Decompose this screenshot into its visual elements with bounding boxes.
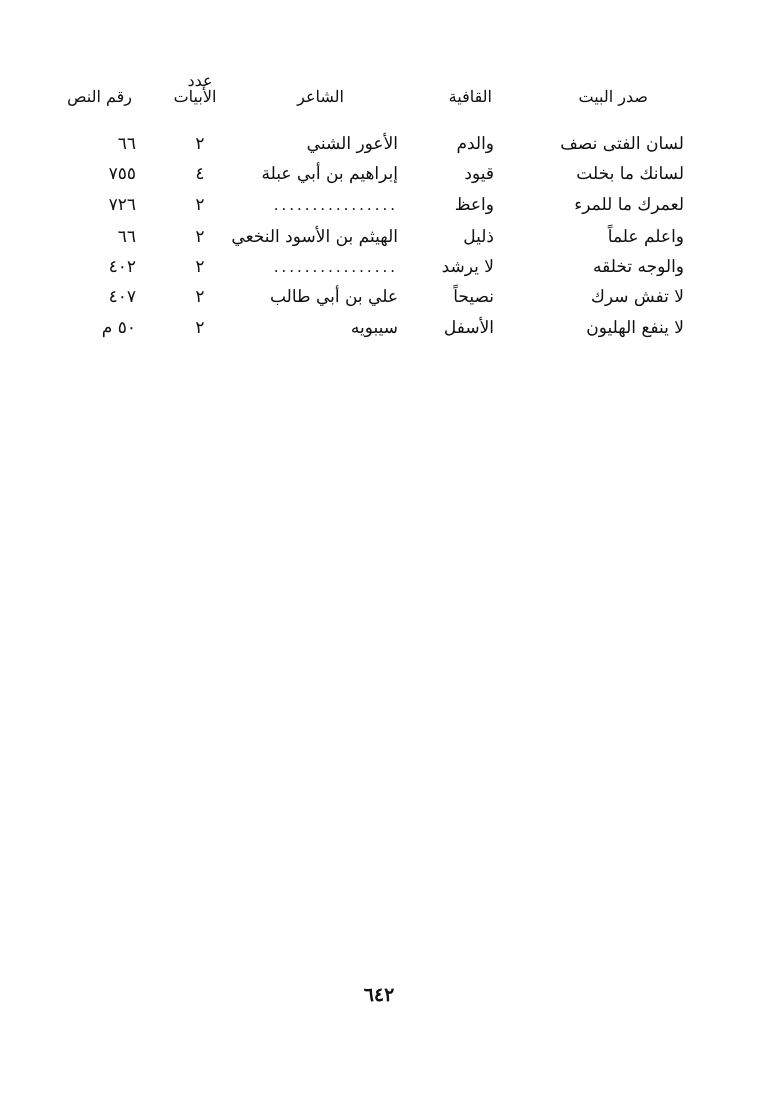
rhyme-cell: والدم	[456, 134, 494, 154]
verse-start-cell: واعلم علماً	[607, 227, 684, 247]
table-row	[0, 194, 759, 220]
header-verse-count-line2: الأبيات	[173, 87, 217, 106]
text-number-cell: ٧٢٦	[108, 195, 136, 215]
table-row	[0, 163, 759, 189]
text-number-cell: ٦٦	[117, 227, 136, 247]
table-row	[0, 226, 759, 252]
header-poet: الشاعر	[297, 87, 344, 106]
text-number-cell: ٤٠٧	[108, 287, 136, 307]
poet-cell: الهيثم بن الأسود النخعي	[231, 227, 398, 247]
poet-cell: علي بن أبي طالب	[269, 287, 398, 307]
rhyme-cell: واعظ	[454, 195, 494, 215]
header-verse-start: صدر البيت	[578, 87, 648, 106]
text-number-cell: ٤٠٢	[108, 257, 136, 277]
rhyme-cell: الأسفل	[443, 318, 494, 338]
text-number-cell: ٦٦	[117, 134, 136, 154]
verse-count-cell: ٢	[195, 257, 205, 277]
verse-start-cell: والوجه تخلقه	[593, 257, 684, 277]
verse-count-cell: ٢	[195, 227, 205, 247]
text-number-cell: ٧٥٥	[108, 164, 136, 184]
header-verse-count-line1: عدد	[187, 71, 213, 90]
verse-count-cell: ٢	[195, 134, 205, 154]
poet-cell-dots: ................	[273, 258, 398, 276]
poet-cell: إبراهيم بن أبي عبلة	[261, 164, 398, 184]
table-row	[0, 286, 759, 312]
verse-start-cell: لسان الفتى نصف	[560, 134, 684, 154]
table-row	[0, 256, 759, 282]
page-number: ٦٤٢	[363, 984, 395, 1006]
rhyme-cell: لا يرشد	[441, 257, 494, 277]
rhyme-cell: ذليل	[463, 227, 494, 247]
poet-cell: الأعور الشني	[306, 134, 398, 154]
header-text-number: رقم النص	[67, 87, 132, 106]
text-number-cell: ٥٠ م	[101, 318, 136, 338]
rhyme-cell: قيود	[464, 164, 494, 184]
poet-cell: سيبويه	[350, 318, 398, 338]
verse-count-cell: ٤	[195, 164, 205, 184]
verse-start-cell: لا تفش سرك	[590, 287, 684, 307]
table-row	[0, 317, 759, 343]
poet-cell-dots: ................	[273, 196, 398, 214]
verse-start-cell: لعمرك ما للمرء	[574, 195, 684, 215]
rhyme-cell: نصيحاً	[453, 287, 494, 307]
header-rhyme: القافية	[448, 87, 492, 106]
verse-start-cell: لسانك ما بخلت	[576, 164, 684, 184]
verse-count-cell: ٢	[195, 287, 205, 307]
verse-count-cell: ٢	[195, 195, 205, 215]
verse-count-cell: ٢	[195, 318, 205, 338]
verse-start-cell: لا ينفع الهليون	[586, 318, 684, 338]
table-row	[0, 133, 759, 159]
